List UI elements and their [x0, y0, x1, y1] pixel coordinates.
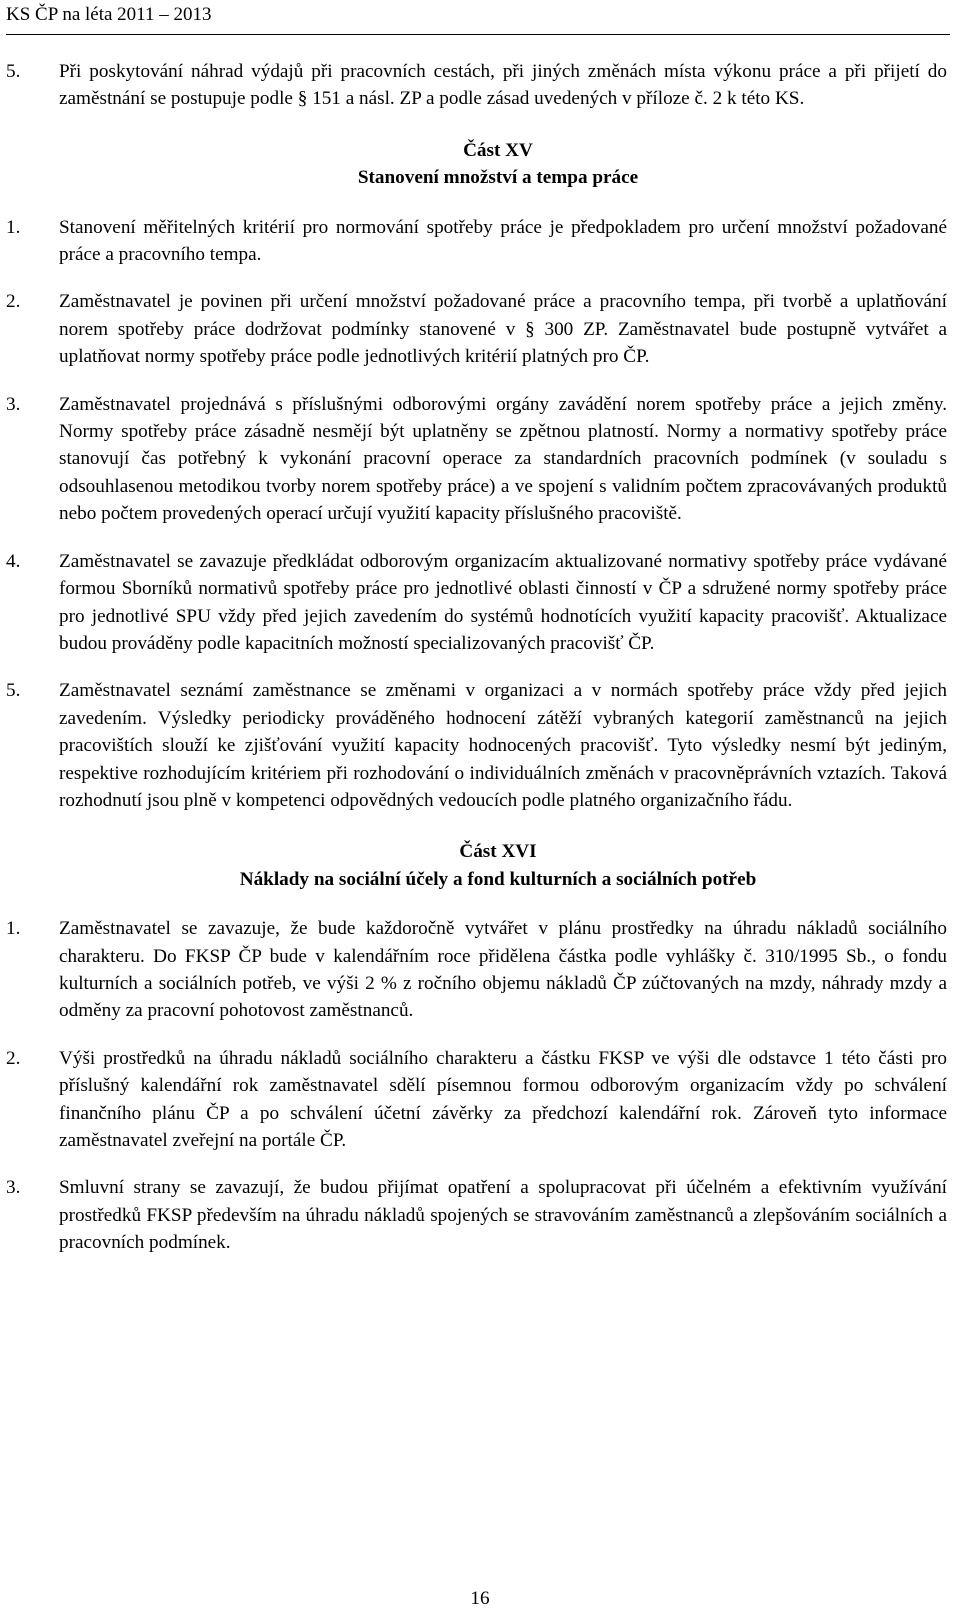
list-item: [0, 391, 960, 528]
item-text: Zaměstnavatel se zavazuje předkládat odborovým organizacím aktualizované normativy spotřeby práce vydávané formou Sborníků normativů spotřeby práce pro jednotlivé oblasti činností v ČP a sdružené normy spotřeby práce pro jednotlivé SPU vždy před jejich zavedením do systémů hodnotících využití kapacity pracovišť. Aktualizace budou prováděny podle kapacitních možností specializovaných pracovišť ČP.: [59, 550, 947, 654]
item-number: 5.: [6, 61, 21, 82]
item-text: Stanovení měřitelných kritérií pro normování spotřeby práce je předpokladem pro určení množství požadované práce a pracovního tempa.: [59, 216, 947, 266]
item-text: Smluvní strany se zavazují, že budou přijímat opatření a spolupracovat při účelném a efektivním využívání prostředků FKSP především na úhradu nákladů spojených se stravováním zaměstnanců a zlepšováním sociálních a pracovních podmínek.: [59, 1177, 947, 1254]
list-item: [0, 915, 960, 1025]
part-heading: [0, 137, 960, 192]
item-number: 5.: [6, 680, 21, 702]
part-heading: [0, 838, 960, 893]
item-text: Zaměstnavatel je povinen při určení množství požadované práce a pracovního tempa, při tvorbě a uplatňování norem spotřeby práce dodržovat podmínky stanovené v § 300 ZP. Zaměstnavatel bude postupně vytvářet a uplatňovat normy spotřeby práce podle jednotlivých kritérií platných pro ČP.: [59, 291, 947, 368]
list-item: [0, 677, 960, 814]
list-item: [0, 58, 960, 113]
item-number: 3.: [6, 1177, 21, 1199]
item-number: 4.: [6, 550, 21, 572]
list-item: [0, 214, 960, 269]
document-body: [0, 58, 960, 1257]
item-number: 2.: [6, 1047, 21, 1069]
list-item: [0, 1045, 960, 1155]
item-text: Zaměstnavatel seznámí zaměstnance se změnami v organizaci a v normách spotřeby práce vždy před jejich zavedením. Výsledky periodicky prováděného hodnocení zátěží vybraných kategorií zaměstnanců na jejich pracovištích slouží ke zjišťování využití kapacity hodnocených pracovišť. Tyto výsledky nesmí být jediným, respektive rozhodujícím kritériem při rozhodování o individuálních změnách v pracovněprávních vztazích. Taková rozhodnutí jsou plně v kompetenci odpovědných vedoucích podle platného organizačního řádu.: [59, 680, 947, 811]
page-number: 16: [470, 1588, 490, 1609]
item-number: 1.: [6, 918, 21, 940]
part-subtitle: Náklady na sociální účely a fond kulturních a sociálních potřeb: [239, 868, 757, 890]
list-item: [0, 288, 960, 370]
list-item: [0, 548, 960, 658]
item-number: 3.: [6, 393, 21, 415]
part-title: Část XV: [463, 139, 533, 161]
item-text: Zaměstnavatel se zavazuje, že bude každoročně vytvářet v plánu prostředky na úhradu nákladů sociálního charakteru. Do FKSP ČP bude v kalendářním roce přidělena částka podle vyhlášky č. 310/1995 Sb., o fondu kulturních a sociálních potřeb, ve výši 2 % z ročního objemu nákladů ČP zúčtovaných na mzdy, náhrady mzdy a odměny za pracovní pohotovost zaměstnanců.: [59, 918, 947, 1022]
item-text: Výši prostředků na úhradu nákladů sociálního charakteru a částku FKSP ve výši dle odstavce 1 této části pro příslušný kalendářní rok zaměstnavatel sdělí písemnou formou odborovým organizacím vždy po schválení finančního plánu ČP a po schválení účetní závěrky za předchozí kalendářní rok. Zároveň tyto informace zaměstnavatel zveřejní na portále ČP.: [59, 1047, 947, 1151]
item-number: 1.: [6, 216, 21, 238]
item-number: 2.: [6, 291, 21, 313]
part-title: Část XVI: [459, 841, 537, 863]
part-subtitle: Stanovení množství a tempa práce: [357, 167, 639, 189]
item-text: Při poskytování náhrad výdajů při pracovních cestách, při jiných změnách místa výkonu práce a při přijetí do zaměstnání se postupuje podle § 151 a násl. ZP a podle zásad uvedených v příloze č. 2 k této KS.: [59, 61, 947, 110]
list-item: [0, 1174, 960, 1256]
item-text: Zaměstnavatel projednává s příslušnými odborovými orgány zavádění norem spotřeby práce a jejich změny. Normy spotřeby práce zásadně nesmějí být uplatněny se zpětnou platností. Normy a normativy spotřeby práce stanovují čas potřebný k vykonání pracovní operace za standardních pracovních podmínek (v souladu s odsouhlasenou metodikou tvorby norem spotřeby práce) a ve spojení s validním počtem zpracovávaných produktů nebo počtem provedených operací určují využití kapacity příslušného pracoviště.: [59, 393, 947, 525]
page-header: KS ČP na léta 2011 – 2013: [6, 2, 950, 35]
